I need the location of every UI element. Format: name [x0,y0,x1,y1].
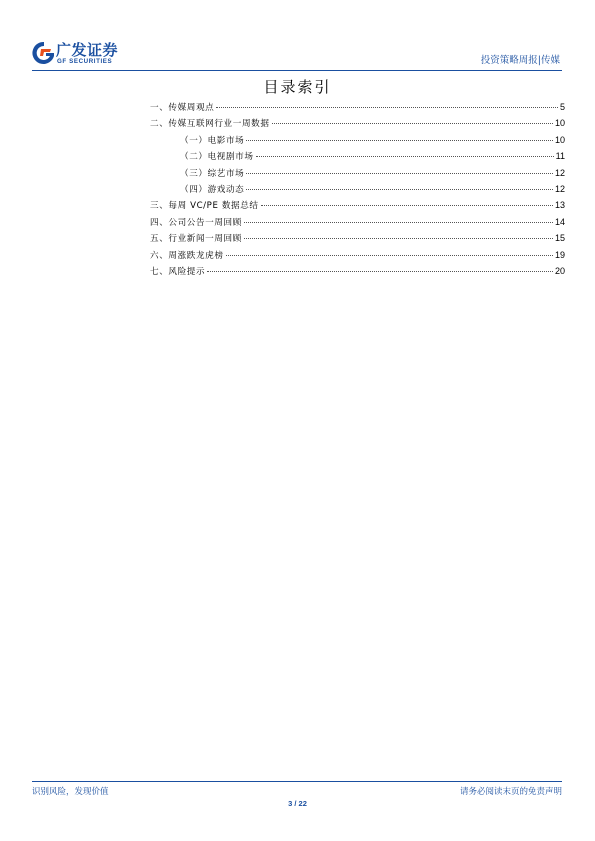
toc-leader-dots [216,107,558,108]
toc-entry-page: 15 [554,233,565,244]
toc-leader-dots [226,255,553,256]
footer-divider [32,781,562,782]
toc-entry[interactable] [150,216,565,232]
toc-entry[interactable] [150,265,565,281]
company-logo [32,40,172,68]
footer-disclaimer-note: 请务必阅读末页的免责声明 [459,787,562,797]
toc-entry-label: 六、周涨跌龙虎榜 [150,250,224,261]
toc-entry-label: 三、每周 VC/PE 数据总结 [150,201,259,212]
toc-leader-dots [207,271,553,272]
toc-subentry[interactable] [150,183,565,199]
toc-entry-page: 13 [554,200,565,211]
toc-leader-dots [256,156,554,157]
toc-entry-page: 20 [554,265,565,276]
table-of-contents [150,101,565,281]
toc-entry-page: 11 [555,151,565,162]
toc-leader-dots [246,189,553,190]
toc-entry-label: （一）电影市场 [180,135,245,146]
toc-entry-page: 10 [554,134,565,145]
page-header [32,38,562,70]
toc-leader-dots [246,173,553,174]
logo-english-name: GF SECURITIES [57,58,113,65]
toc-leader-dots [244,222,553,223]
toc-entry-page: 5 [559,102,565,112]
toc-subentry[interactable] [150,150,565,166]
toc-entry-label: （二）电视剧市场 [180,152,254,163]
toc-subentry[interactable] [150,167,565,183]
page-number: 3 / 22 [288,799,307,808]
toc-entry-page: 19 [554,249,565,260]
toc-subentry[interactable] [150,134,565,150]
header-divider [32,70,562,71]
report-type-label: 投资策略周报|传媒 [480,55,560,66]
toc-entry-page: 12 [554,167,565,178]
toc-entry[interactable] [150,232,565,248]
toc-leader-dots [272,123,553,124]
toc-entry-page: 12 [554,183,565,194]
toc-entry-label: 七、风险提示 [150,266,206,277]
toc-entry-label: 五、行业新闻一周回顾 [150,234,242,245]
toc-leader-dots [261,205,553,206]
toc-entry-label: 二、传媒互联网行业一周数据 [150,119,270,130]
toc-entry-label: （三）综艺市场 [180,168,245,179]
toc-entry[interactable] [150,199,565,215]
toc-entry[interactable] [150,117,565,133]
toc-entry-label: （四）游戏动态 [180,184,245,195]
footer-slogan: 识别风险，发现价值 [32,787,109,797]
toc-title: 目录索引 [263,78,332,96]
toc-entry[interactable] [150,249,565,265]
logo-chinese-name: 广发证券 [56,41,119,59]
toc-leader-dots [244,238,553,239]
toc-entry-page: 10 [554,118,565,129]
toc-entry[interactable] [150,101,565,117]
toc-leader-dots [246,140,553,141]
toc-entry-label: 四、公司公告一周回顾 [150,217,242,228]
toc-entry-page: 14 [554,216,565,227]
gf-logo-icon [32,40,56,66]
toc-entry-label: 一、传媒周观点 [150,103,215,113]
